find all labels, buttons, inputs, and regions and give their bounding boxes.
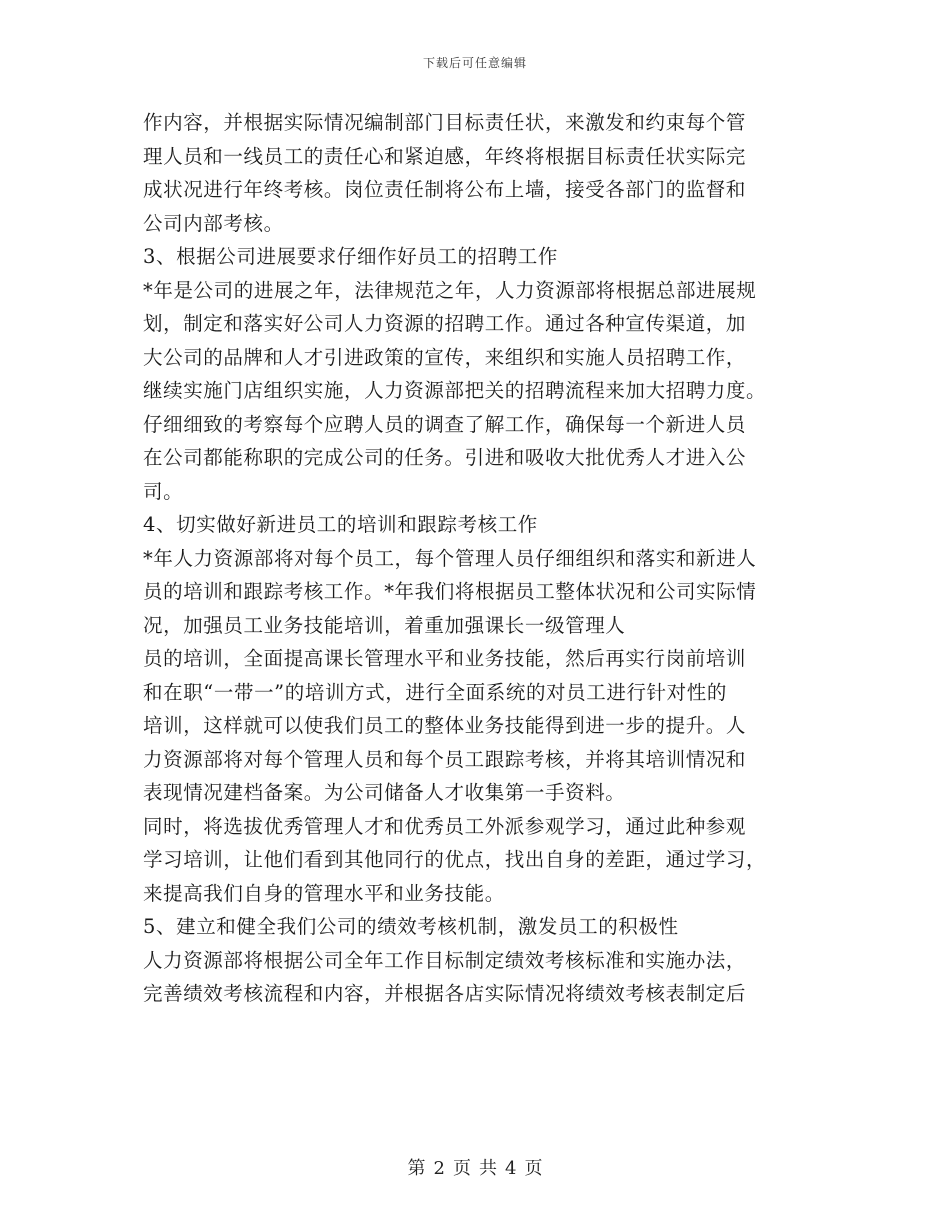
text-line: 同时，将选拔优秀管理人才和优秀员工外派参观学习，通过此种参观	[143, 814, 747, 838]
text-line: 大公司的品牌和人才引进政策的宣传，来组织和实施人员招聘工作，	[143, 345, 747, 369]
text-line: 来提高我们自身的管理水平和业务技能。	[143, 881, 505, 905]
text-line: 学习培训，让他们看到其他同行的优点，找出自身的差距，通过学习，	[143, 848, 767, 871]
page-footer	[0, 1154, 950, 1180]
text-line: 成状况进行年终考核。岗位责任制将公布上墙，接受各部门的监督和	[143, 178, 747, 201]
text-line: 人力资源部将根据公司全年工作目标制定绩效考核标准和实施办法，	[143, 948, 747, 972]
text-line: 员的培训，全面提高课长管理水平和业务技能，然后再实行岗前培训	[143, 647, 747, 670]
total-label: 共	[479, 1158, 497, 1179]
text-line: 员的培训和跟踪考核工作。*年我们将根据员工整体状况和公司实际情	[143, 580, 757, 603]
page-header: 下载后可任意编辑	[422, 56, 527, 70]
page-label-suffix: 页	[524, 1158, 543, 1179]
text-line: 培训，这样就可以使我们员工的整体业务技能得到进一步的提升。人	[143, 714, 747, 737]
text-line: 作内容，并根据实际情况编制部门目标责任状，来激发和约束每个管	[143, 111, 747, 134]
total-pages-number: 4	[505, 1158, 517, 1179]
text-line: 继续实施门店组织实施，人力资源部把关的招聘流程来加大招聘力度。	[143, 379, 767, 402]
text-line: *年人力资源部将对每个员工，每个管理人员仔细组织和落实和新进人	[143, 546, 757, 570]
text-line: 力资源部将对每个管理人员和每个员工跟踪考核，并将其培训情况和	[143, 747, 747, 771]
text-line: 况，加强员工业务技能培训，着重加强课长一级管理人	[143, 613, 626, 637]
text-line: *年是公司的进展之年，法律规范之年，人力资源部将根据总部进展规	[143, 278, 757, 302]
text-line: 划，制定和落实好公司人力资源的招聘工作。通过各种宣传渠道，加	[143, 312, 747, 335]
page-label-prefix: 第	[407, 1158, 426, 1179]
section-heading: 5、建立和健全我们公司的绩效考核机制，激发员工的积极性	[143, 915, 679, 938]
section-heading: 4、切实做好新进员工的培训和跟踪考核工作	[143, 513, 538, 536]
page-label-mid: 页	[453, 1158, 471, 1179]
current-page-number: 2	[433, 1158, 445, 1179]
text-line: 仔细细致的考察每个应聘人员的调查了解工作，确保每一个新进人员	[143, 412, 747, 436]
text-line: 表现情况建档备案。为公司储备人才收集第一手资料。	[143, 781, 626, 804]
section-heading: 3、根据公司进展要求仔细作好员工的招聘工作	[143, 245, 559, 268]
text-line: 司。	[143, 479, 184, 503]
text-line: 理人员和一线员工的责任心和紧迫感，年终将根据目标责任状实际完	[143, 144, 747, 168]
text-line: 在公司都能称职的完成公司的任务。引进和吸收大批优秀人才进入公	[143, 446, 747, 469]
text-line: 完善绩效考核流程和内容，并根据各店实际情况将绩效考核表制定后	[143, 982, 747, 1005]
text-line: 公司内部考核。	[143, 211, 284, 235]
document-body	[143, 106, 815, 1011]
text-line: 和在职“一带一”的培训方式，进行全面系统的对员工进行针对性的	[143, 680, 727, 704]
